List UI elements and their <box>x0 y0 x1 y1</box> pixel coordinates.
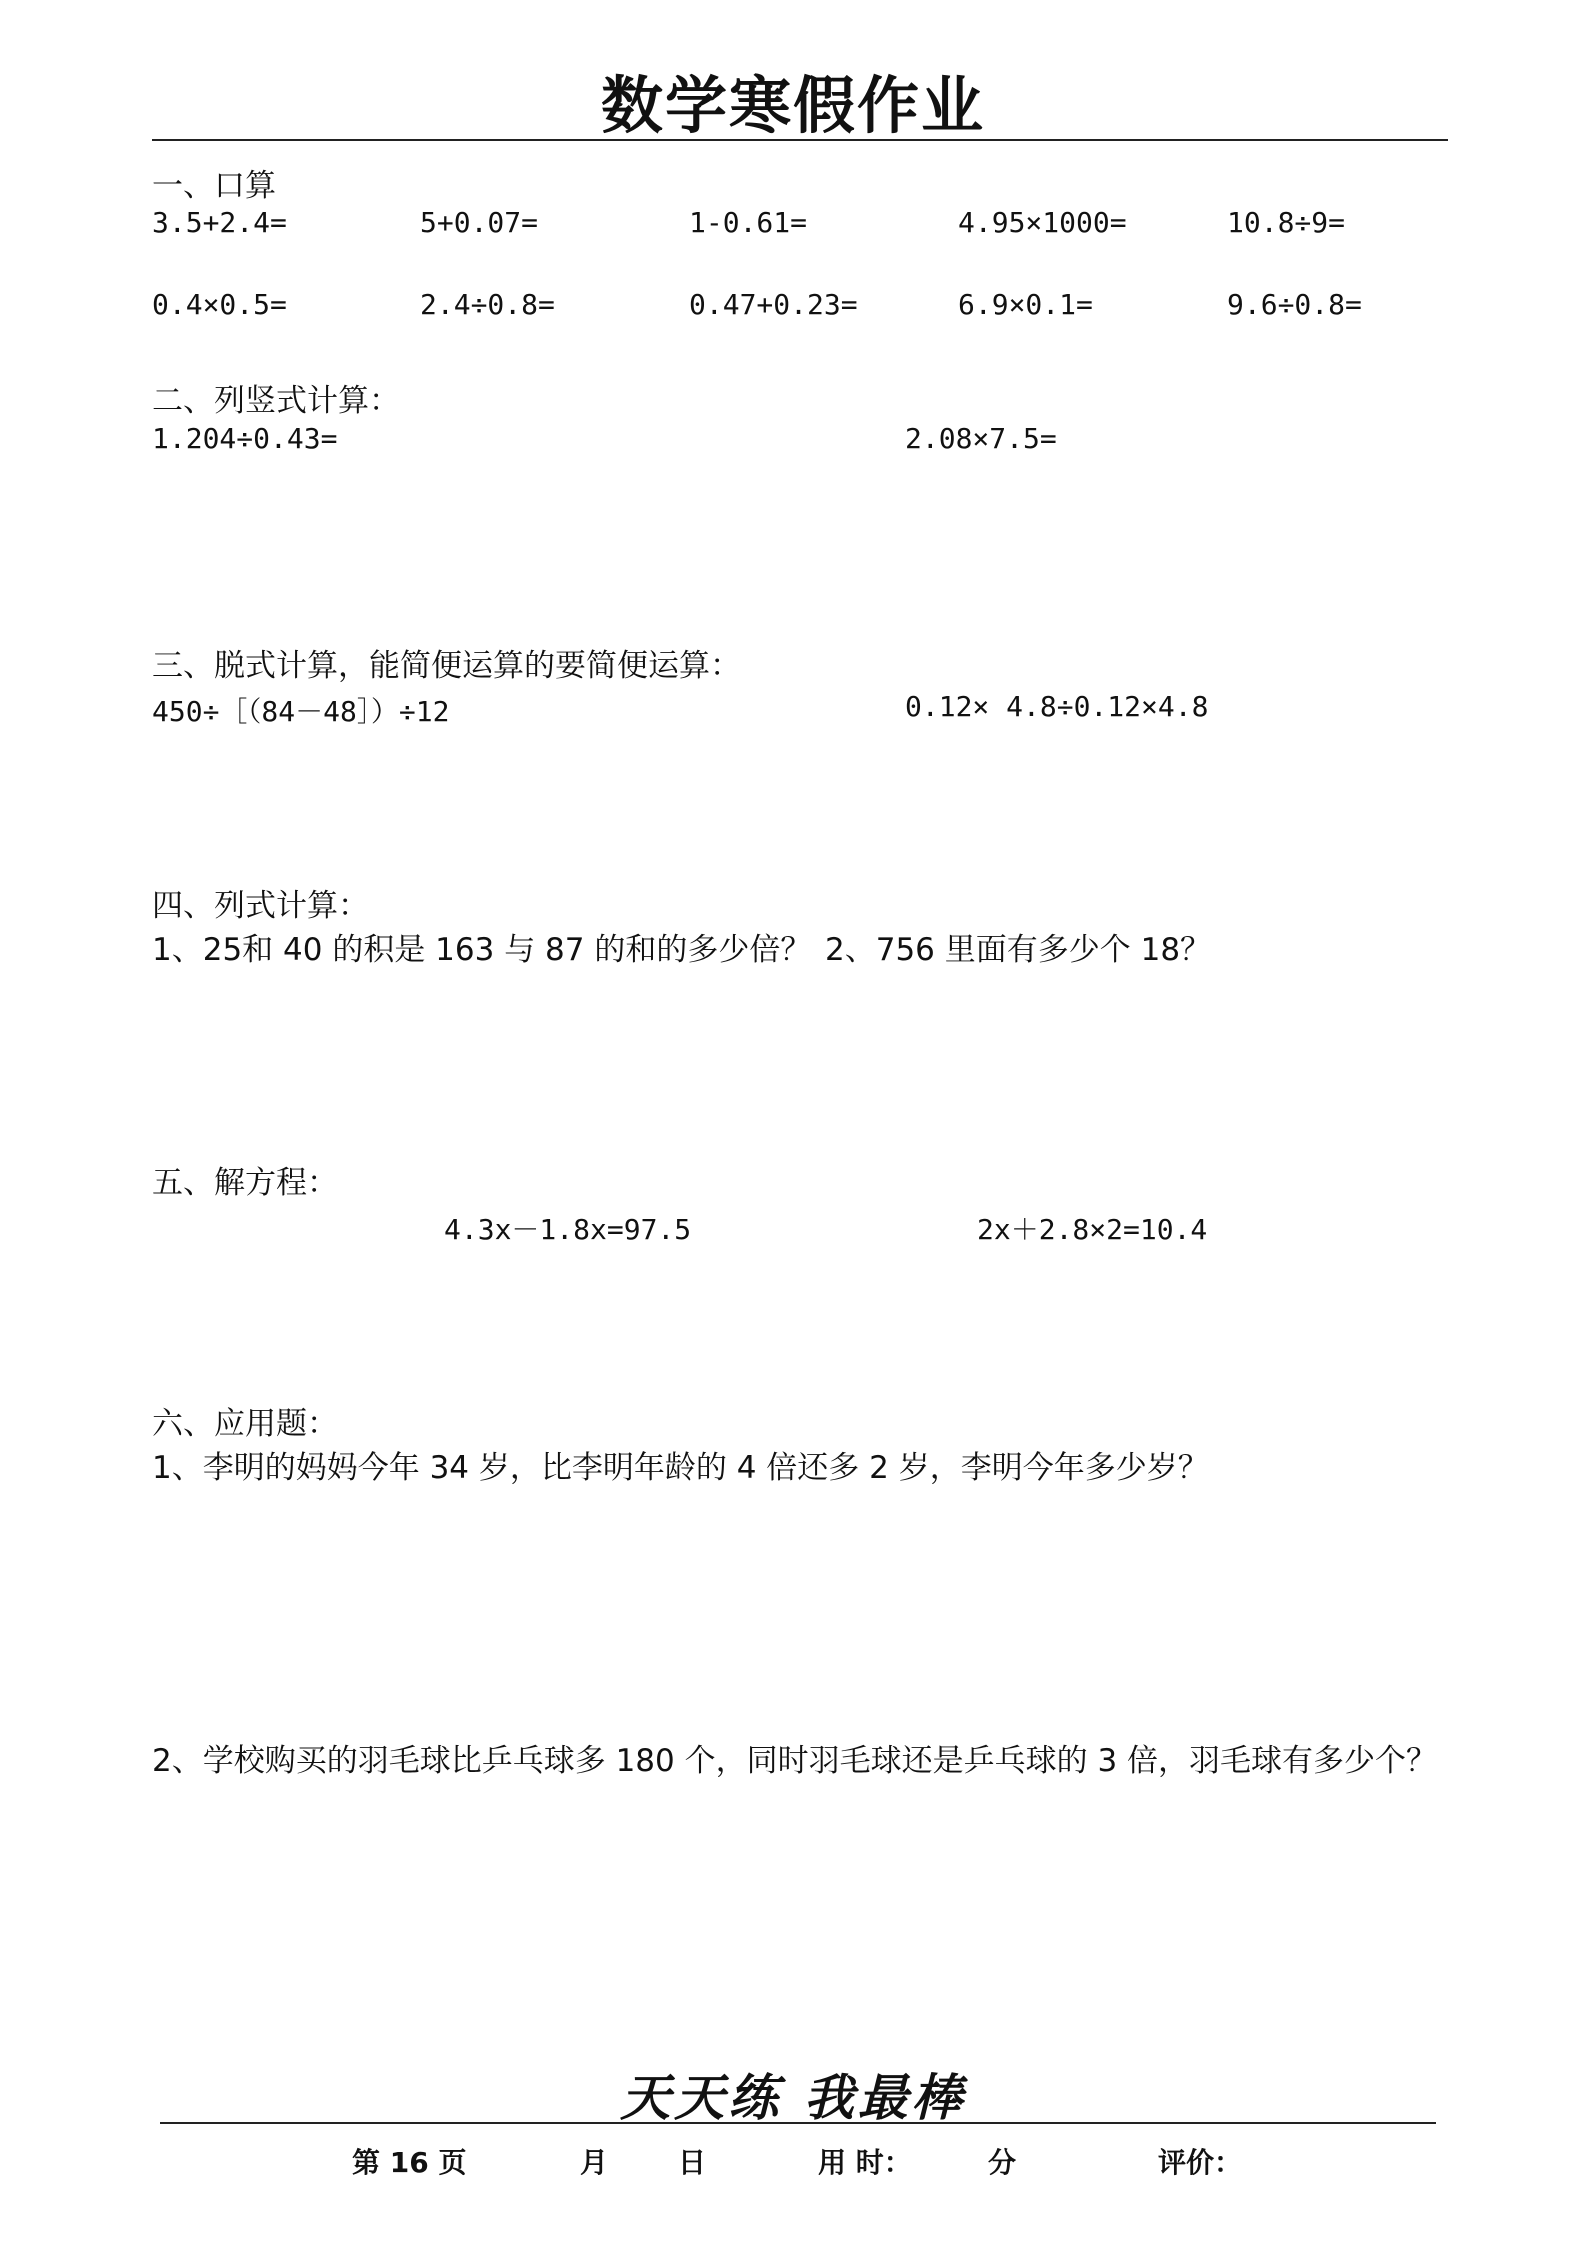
stepwise-calc-item: 450÷［（84－48］）÷12 <box>152 695 450 728</box>
word-problem-item: 2、学校购买的羽毛球比乒乓球多 180 个，同时羽毛球还是乒乓球的 3 倍，羽毛球有多少个？ <box>152 1743 1438 1779</box>
footer-page-number: 第 16 页 <box>352 2146 467 2179</box>
oral-calc-item: 6.9×0.1= <box>958 288 1093 321</box>
footer-day: 日 <box>678 2146 707 2179</box>
footer-time-label: 用 时： <box>818 2146 912 2179</box>
word-problem-item: 1、李明的妈妈今年 34 岁，比李明年龄的 4 倍还多 2 岁，李明今年多少岁？ <box>152 1450 1209 1486</box>
vertical-calc-item: 2.08×7.5= <box>905 422 1057 455</box>
section-6-heading: 六、应用题： <box>152 1406 338 1442</box>
footer-rule <box>160 2122 1436 2124</box>
stepwise-calc-item: 0.12× 4.8÷0.12×4.8 <box>905 690 1209 723</box>
section-4-heading: 四、列式计算： <box>152 888 369 924</box>
word-calc-item: 2、756 里面有多少个 18？ <box>825 932 1212 968</box>
oral-calc-item: 0.4×0.5= <box>152 288 287 321</box>
footer-rating: 评价： <box>1158 2146 1243 2179</box>
title-underline <box>152 139 1448 141</box>
section-3-heading: 三、脱式计算，能简便运算的要简便运算： <box>152 648 741 684</box>
word-calc-item: 1、25和 40 的积是 163 与 87 的和的多少倍？ <box>152 932 812 968</box>
equation-item: 2x＋2.8×2=10.4 <box>977 1213 1208 1246</box>
oral-calc-item: 10.8÷9= <box>1227 206 1346 239</box>
oral-calc-item: 5+0.07= <box>420 206 539 239</box>
oral-calc-item: 0.47+0.23= <box>689 288 858 321</box>
oral-calc-item: 3.5+2.4= <box>152 206 287 239</box>
oral-calc-item: 4.95×1000= <box>958 206 1127 239</box>
equation-item: 4.3x－1.8x=97.5 <box>444 1213 692 1246</box>
oral-calc-item: 1-0.61= <box>689 206 808 239</box>
oral-calc-item: 9.6÷0.8= <box>1227 288 1362 321</box>
footer-minute: 分 <box>988 2146 1017 2179</box>
footer-motto: 天天练 我最棒 <box>620 2068 966 2127</box>
section-5-heading: 五、解方程： <box>152 1165 338 1201</box>
section-1-heading: 一、口算 <box>152 168 276 204</box>
section-2-heading: 二、列竖式计算： <box>152 383 400 419</box>
footer-month: 月 <box>580 2146 609 2179</box>
oral-calc-item: 2.4÷0.8= <box>420 288 555 321</box>
vertical-calc-item: 1.204÷0.43= <box>152 422 338 455</box>
page-title: 数学寒假作业 <box>600 69 985 142</box>
